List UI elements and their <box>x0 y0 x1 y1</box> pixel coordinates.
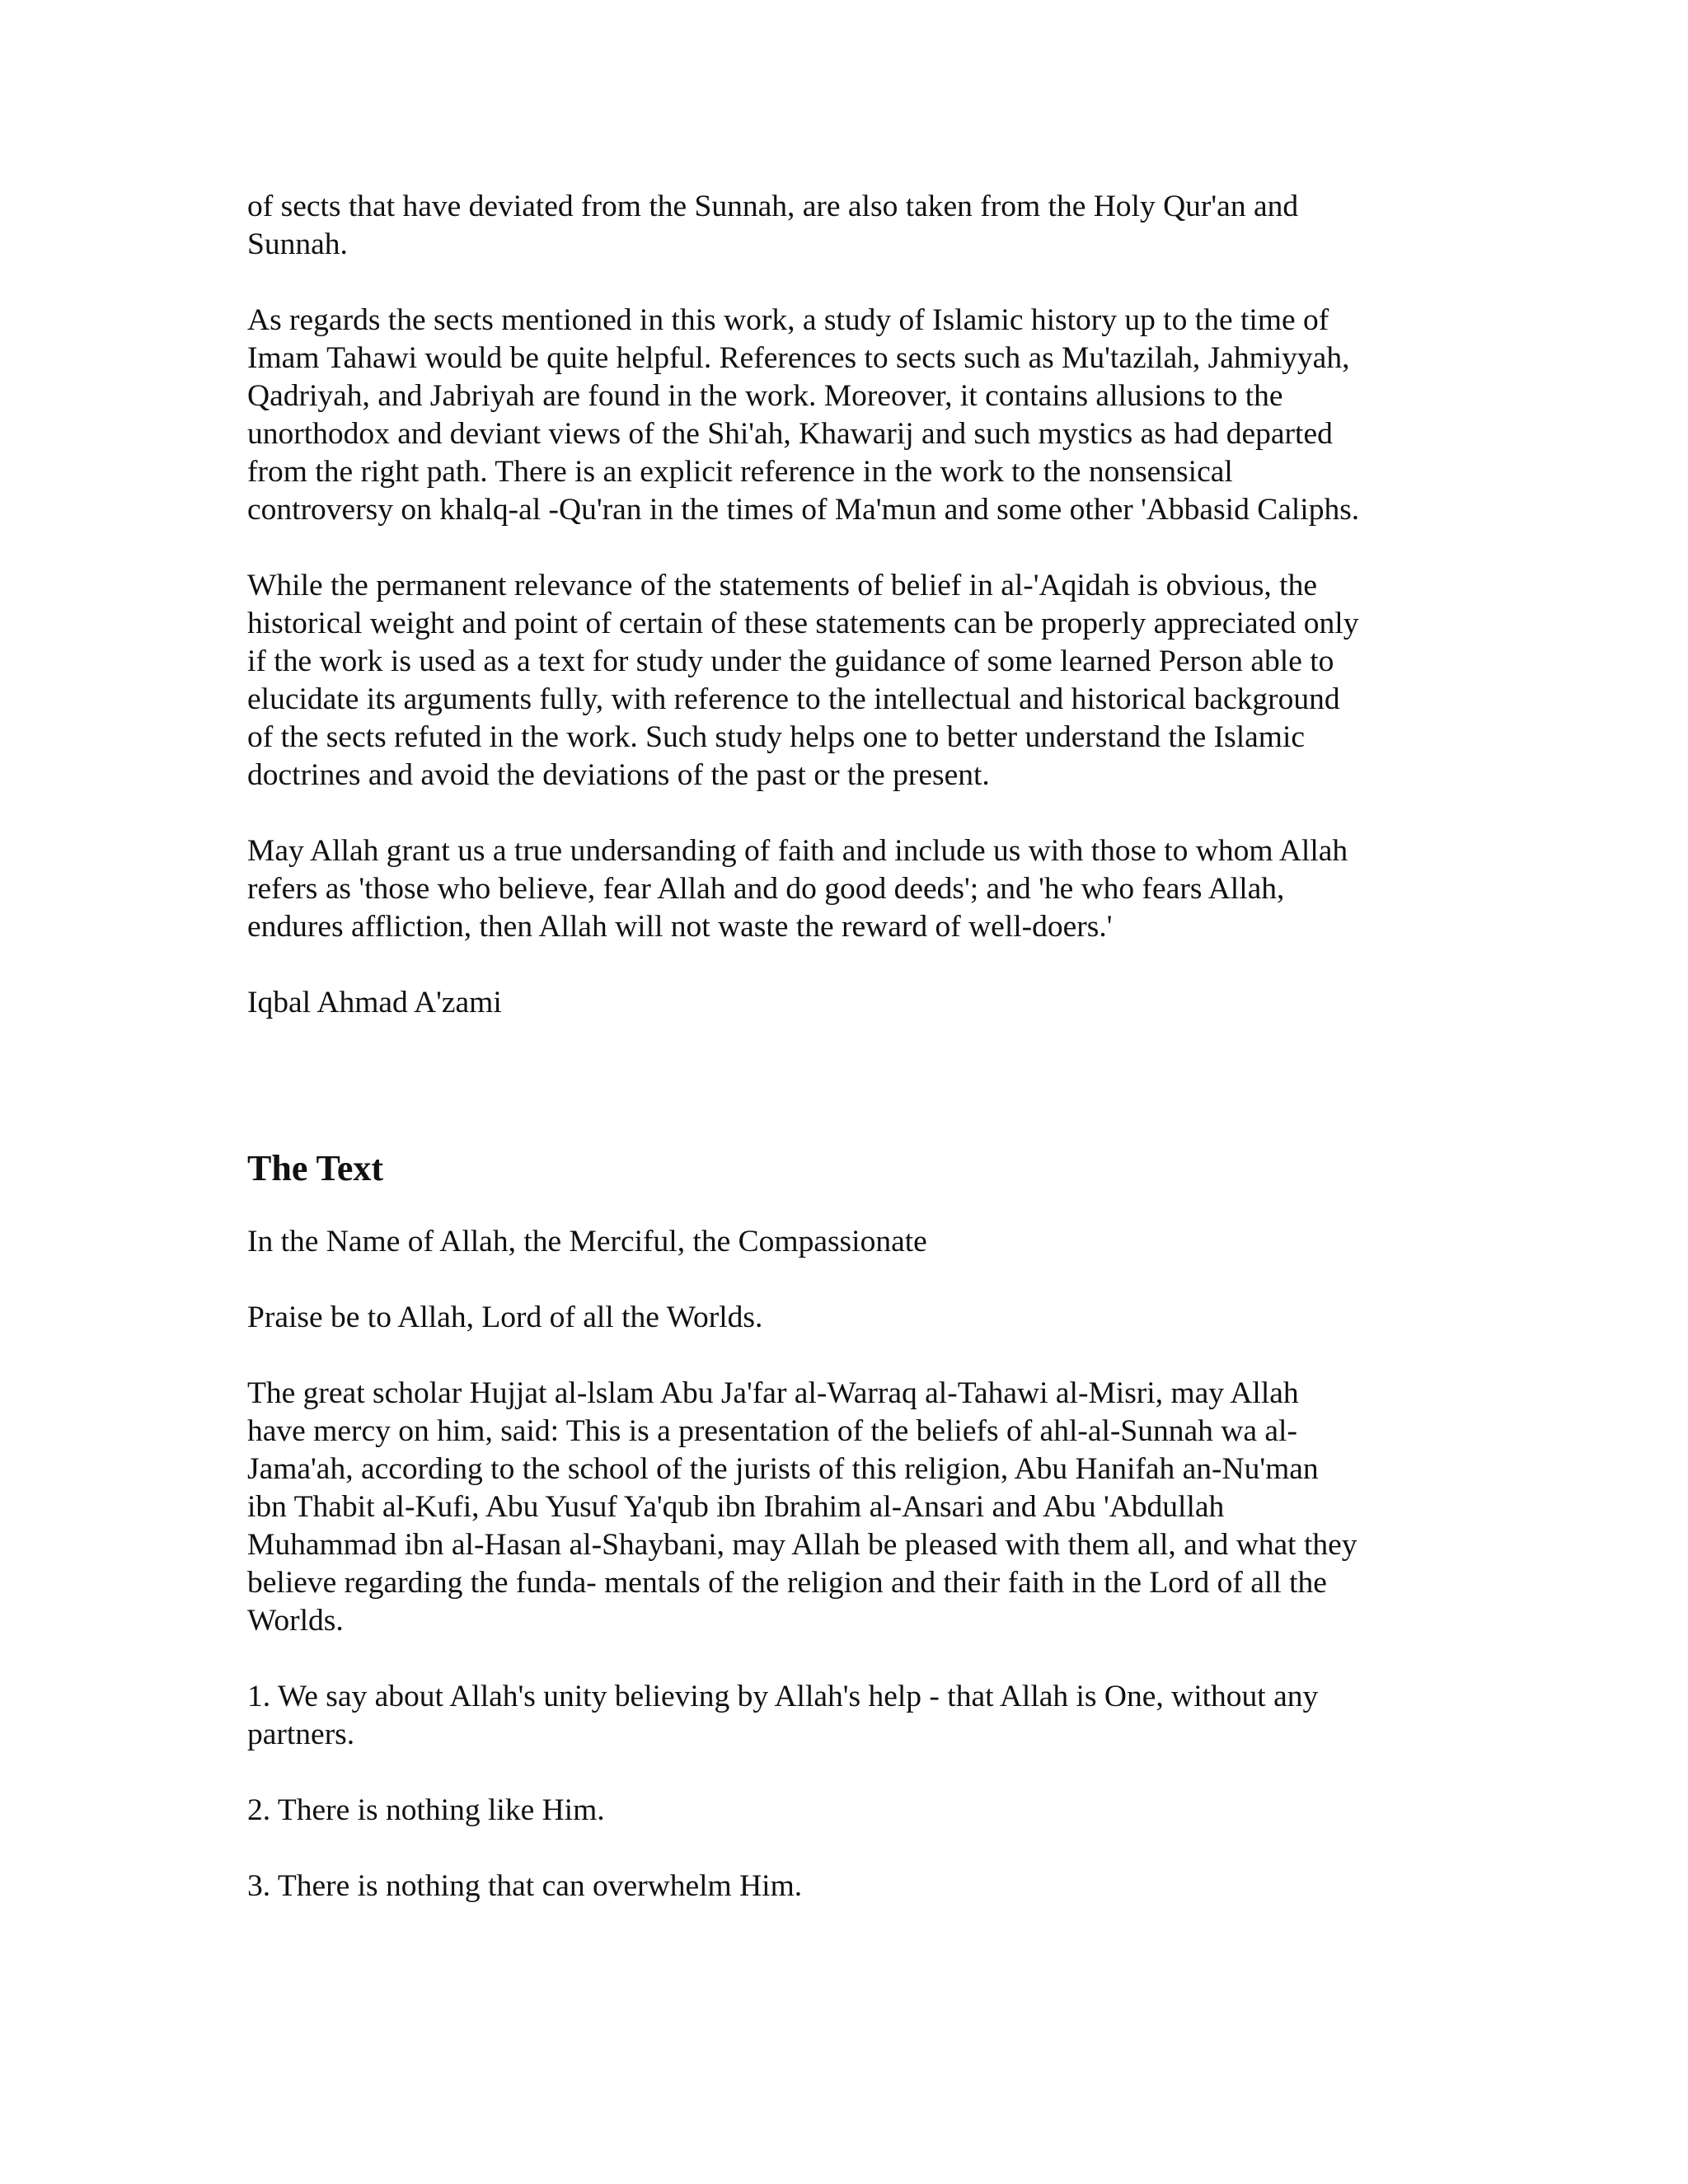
text-line: In the Name of Allah, the Merciful, the Compassionate <box>247 1225 927 1258</box>
text-line: Praise be to Allah, Lord of all the Worlds. <box>247 1301 763 1334</box>
text-line: endures affliction, then Allah will not waste the reward of well-doers.' <box>247 910 1113 944</box>
paragraph-prayer <box>247 832 1451 946</box>
section-preface-end <box>247 188 1451 1022</box>
text-line: elucidate its arguments fully, with reference to the intellectual and historical background <box>247 682 1340 716</box>
text-line: 2. There is nothing like Him. <box>247 1793 605 1827</box>
text-line: Worlds. <box>247 1604 344 1638</box>
paragraph-sects-history <box>247 302 1451 529</box>
paragraph-item-3 <box>247 1868 1451 1905</box>
text-line: partners. <box>247 1718 355 1751</box>
text-line: Jama'ah, according to the school of the jurists of this religion, Abu Hanifah an-Nu'man <box>247 1452 1319 1486</box>
section-the-text <box>247 1147 1451 1905</box>
text-line: 1. We say about Allah's unity believing by Allah's help - that Allah is One, without any <box>247 1680 1319 1713</box>
text-line: Muhammad ibn al-Hasan al-Shaybani, may Allah be pleased with them all, and what they <box>247 1528 1357 1562</box>
text-line: 3. There is nothing that can overwhelm Him. <box>247 1869 803 1903</box>
document-page <box>247 188 1451 1943</box>
paragraph-relevance <box>247 567 1451 794</box>
paragraph-item-2 <box>247 1792 1451 1830</box>
author-signature: Iqbal Ahmad A'zami <box>247 986 502 1019</box>
text-line: ibn Thabit al-Kufi, Abu Yusuf Ya'qub ibn Ibrahim al-Ansari and Abu 'Abdullah <box>247 1490 1225 1524</box>
text-line: historical weight and point of certain of these statements can be properly appreciated only <box>247 607 1359 640</box>
paragraph-praise <box>247 1299 1451 1337</box>
text-line: controversy on khalq-al -Qu'ran in the times of Ma'mun and some other 'Abbasid Caliphs. <box>247 493 1360 527</box>
text-line: doctrines and avoid the deviations of the past or the present. <box>247 758 990 792</box>
text-line: Qadriyah, and Jabriyah are found in the work. Moreover, it contains allusions to the <box>247 379 1283 413</box>
text-line: unorthodox and deviant views of the Shi'ah, Khawarij and such mystics as had departed <box>247 417 1333 451</box>
paragraph-introduction <box>247 1375 1451 1640</box>
text-line: if the work is used as a text for study under the guidance of some learned Person able to <box>247 644 1334 678</box>
text-line: of sects that have deviated from the Sunnah, are also taken from the Holy Qur'an and <box>247 190 1299 223</box>
section-heading: The Text <box>247 1148 384 1188</box>
text-line: May Allah grant us a true undersanding of faith and include us with those to whom Allah <box>247 834 1348 868</box>
text-line: Sunnah. <box>247 227 348 261</box>
text-line: from the right path. There is an explicit reference in the work to the nonsensical <box>247 455 1233 489</box>
text-line: believe regarding the funda- mentals of the religion and their faith in the Lord of all the <box>247 1566 1327 1600</box>
text-line: As regards the sects mentioned in this work, a study of Islamic history up to the time of <box>247 303 1329 337</box>
text-line: have mercy on him, said: This is a presentation of the beliefs of ahl-al-Sunnah wa al- <box>247 1414 1297 1448</box>
text-line: of the sects refuted in the work. Such study helps one to better understand the Islamic <box>247 720 1306 754</box>
text-line: Imam Tahawi would be quite helpful. References to sects such as Mu'tazilah, Jahmiyyah, <box>247 341 1350 375</box>
text-line: The great scholar Hujjat al-lslam Abu Ja'far al-Warraq al-Tahawi al-Misri, may Allah <box>247 1376 1299 1410</box>
text-line: refers as 'those who believe, fear Allah and do good deeds'; and 'he who fears Allah, <box>247 872 1285 906</box>
paragraph-item-1 <box>247 1678 1451 1754</box>
paragraph-sects-sources <box>247 188 1451 264</box>
paragraph-basmala <box>247 1223 1451 1261</box>
text-line: While the permanent relevance of the statements of belief in al-'Aqidah is obvious, the <box>247 569 1317 602</box>
